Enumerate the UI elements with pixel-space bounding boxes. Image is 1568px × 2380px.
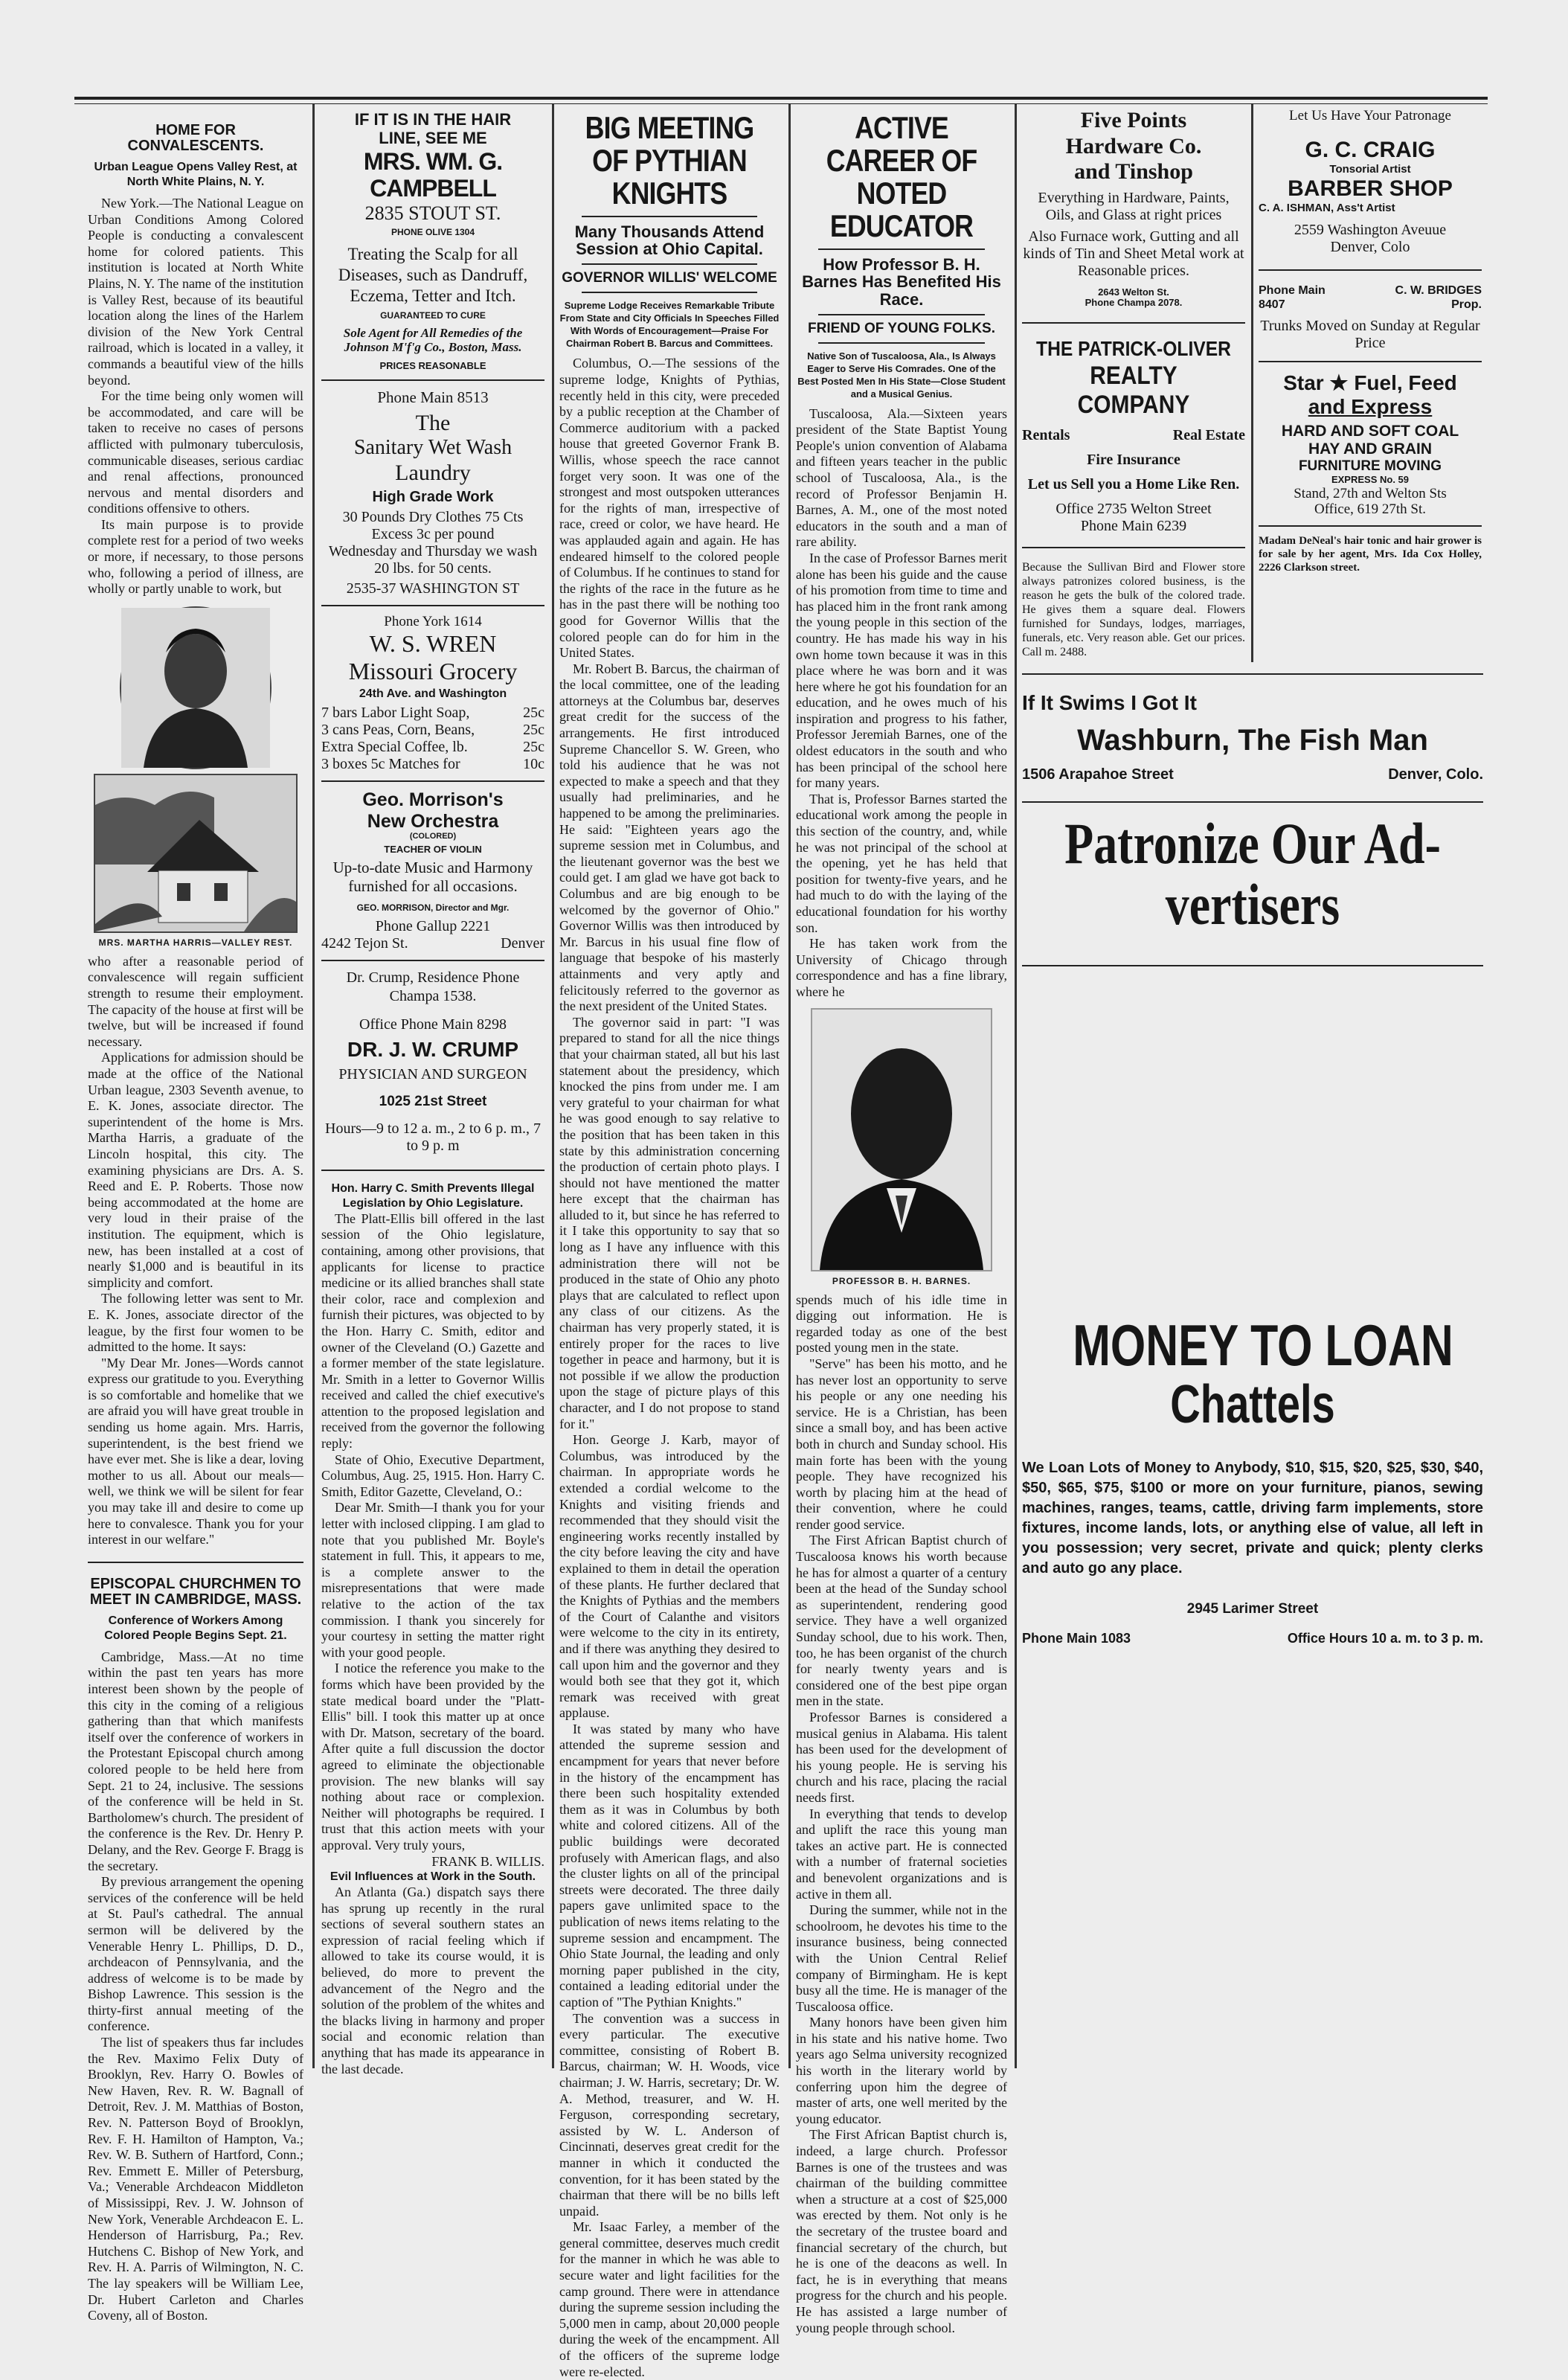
ad-laundry	[321, 388, 544, 597]
ad-rentals: Rentals	[1022, 426, 1070, 443]
price-row	[321, 722, 544, 739]
paragraph: Its main purpose is to provide complete rest for a period of two weeks or more, if necessary, to those persons who, following a period of illness, are wholly or partly unable to work, but	[88, 516, 303, 597]
notice-sullivan-flower: Because the Sullivan Bird and Flower store always patronizes colored business, is the reason he gets the bulk of the colored trade. He gives them a square deal. Flowers furnished for Sundays, lodges, marriages, funerals, etc. Very reason able. Get our prices. Call m. 2488.	[1022, 560, 1245, 658]
ad-text: Everything in Hardware, Paints, Oils, and Glass at right prices	[1038, 189, 1230, 223]
subhead-episcopal: Conference of Workers Among Colored People Begins Sept. 21.	[104, 1614, 287, 1642]
ad-address: 1506 Arapahoe Street	[1022, 766, 1174, 783]
ad-real-estate: Real Estate	[1172, 426, 1245, 443]
ad-line: Let Us Have Your Patronage	[1289, 108, 1451, 124]
paragraph: The convention was a success in every particular. The executive committee, consisting of Robert B. Barcus, chairman; W. H. Woods, vice chairman; J. W. Harris, secretary; Dr. W. A. Method, treasurer, and W. H. Ferguson, corresponding secretary, assisted by W. L. Anderson of Cincinnati, deserves great credit for the manner in which it conducted the convention, for it has been stated by the chairman that there will be no bills left unpaid.	[559, 2010, 780, 2219]
paragraph: Applications for admission should be made at the office of the National Urban league, 2303 Seventh avenue, to E. K. Jones, associate director. The superintendent of the home is Mrs. Martha Harris, a graduate of the Lincoln hospital, this city. The examining physicians are Drs. A. S. Reed and E. P. Roberts. Those now being accommodated at the home are very loud in their praise of the institution. The equipment, which is new, has been installed at a cost of nearly $1,000 and is beautiful in its simplicity and comfort.	[88, 1050, 303, 1290]
separator	[1259, 525, 1482, 527]
ad-line: IF IT IS IN THE HAIR	[354, 110, 512, 129]
ad-name: C. W. BRIDGES	[1395, 284, 1482, 298]
separator	[1022, 801, 1483, 803]
paragraph: Mr. Robert B. Barcus, the chairman of the local committee, one of the leading attorneys at the Columbus bar, deserves great credit for the success of the arrangements. He first introduced Supreme Chancellor S. W. Green, who told his audience that he was not expected to make a speech and that they usually had preliminaries, and he happened to be among the preliminaries. He said: "Eighteen years ago the supreme session met in Columbus, and the lieutenant governor was the best we could get. I am glad we have got back to Columbus and are big enough to be welcomed by the governor of Ohio." Governor Willis was then introduced by Mr. Barcus in his usual fine flow of language that bespoke of his masterly attainments and very aptly and felicitously referred to the governor as the next president of the United States.	[559, 661, 780, 1014]
ad-line: and Tinshop	[1074, 159, 1193, 184]
portrait-b-h-barnes	[811, 1008, 992, 1271]
separator	[1259, 361, 1482, 362]
separator	[321, 605, 544, 606]
realty-row	[1022, 427, 1245, 444]
column-3	[559, 110, 780, 2379]
ad-address: 1025 21st Street	[379, 1093, 487, 1109]
ad-line: High Grade Work	[372, 489, 494, 506]
ad-agent: Sole Agent for All Remedies of the Johnson M'f'g Co., Boston, Mass.	[343, 325, 523, 355]
ad-hardware	[1022, 108, 1245, 309]
separator	[818, 248, 985, 250]
ad-line: Stand, 27th and Welton Sts	[1294, 485, 1447, 501]
article-convalescents-cont	[88, 954, 303, 1548]
ad-name: MRS. WM. G. CAMPBELL	[363, 147, 503, 202]
paragraph: "Serve" has been his motto, and he has never lost an opportunity to serve his people or any one needing his service. He is a Christian, has been since a small boy, and has been active both in church and Sunday school. His main forte has been with the young people. They have recognized his worth by placing him at the head of their convention, where he could render good service.	[796, 1356, 1007, 1532]
ad-text: Also Furnace work, Gutting and all kinds of Tin and Sheet Metal work at Reasonable prices.	[1023, 228, 1244, 279]
paragraph: Mr. Isaac Farley, a member of the general committee, deserves much credit for the manner in which he was able to secure water and light facilities for the camp ground. There were in attendance during the supreme session including the 5,000 men in camp, about 20,000 people during the week of the encampment. All of the officers of the supreme lodge were re-elected.	[559, 2219, 780, 2379]
paragraph: who after a reasonable period of convalescence will regain sufficient strength to resume their employment. The capacity of the house at first will be twelve, but will be increased if found necessary.	[88, 953, 303, 1049]
ad-office: Office 2735 Welton Street	[1055, 500, 1212, 517]
separator	[818, 314, 985, 315]
price-item: 7 bars Labor Light Soap,	[321, 704, 470, 721]
subhead-convalescents: Urban League Opens Valley Rest, at North White Plains, N. Y.	[94, 161, 298, 188]
ad-text: Wednesday and Thursday we wash 20 lbs. for 50 cents.	[328, 543, 538, 577]
ad-insurance: Fire Insurance	[1087, 451, 1180, 468]
ad-patronize	[1022, 813, 1483, 935]
paragraph: New York.—The National League on Urban Conditions Among Colored People is conducting a convalescent home for colored patients. This institution is located at North White Plains, N. Y. The name of the institution is Valley Rest, because of its beautiful location along the lines of the Harlem division of the New York Central railroad, which is located in a valley, it commands a beautiful view of the hills beyond.	[88, 196, 303, 388]
paragraph: He has taken work from the University of Chicago through correspondence and has a fine library, where he	[796, 936, 1007, 999]
separator	[818, 342, 985, 344]
column-1	[88, 122, 303, 2323]
price-row	[321, 705, 544, 722]
ad-shop: BARBER SHOP	[1288, 176, 1453, 201]
ad-title: PHYSICIAN AND SURGEON	[338, 1065, 527, 1082]
blank-space	[1022, 966, 1483, 1316]
notice-deneal: Madam DeNeal's hair tonic and hair grower is for sale by her agent, Mrs. Ida Cox Holley, 2226 Clarkson street.	[1259, 535, 1482, 574]
column-rule-5	[1251, 104, 1253, 662]
separator	[321, 379, 544, 381]
photo-caption-barnes: PROFESSOR B. H. BARNES.	[832, 1275, 971, 1286]
ad-city: Denver	[501, 934, 544, 952]
ad-hours: Hours—9 to 12 a. m., 2 to 6 p. m., 7 to 9 p. m	[325, 1120, 541, 1154]
ad-text: 30 Pounds Dry Clothes 75 Cts	[342, 509, 524, 526]
ad-city: Denver, Colo	[1330, 239, 1410, 256]
ad-band: New Orchestra	[367, 810, 499, 832]
column-rule-1	[312, 104, 315, 2068]
ad-assistant: C. A. ISHMAN, Ass't Artist	[1259, 202, 1395, 215]
signature: FRANK B. WILLIS.	[431, 1853, 544, 1869]
ad-phone: Dr. Crump, Residence Phone Champa 1538.	[346, 969, 520, 1004]
separator	[321, 960, 544, 961]
price-item: 3 boxes 5c Matches for	[321, 755, 460, 772]
column-rule-2	[552, 104, 554, 2068]
paragraph: The First African Baptist church is, indeed, a large church. Professor Barnes is one of the trustees and was chairman of the building committee when a structure at a cost of $25,000 was erected by them. Not only is he the secretary of the trustee board and financial secretary of the church, but he is one of the deacons as well. In fact, he is in everything that means progress for the church and his people. He has assisted a large number of young people through school.	[796, 2127, 1007, 2335]
paragraph: Dear Mr. Smith—I thank you for your letter with inclosed clipping. I am glad to note that you published Mr. Boyle's statement in full. This, it appears to me, is a complete answer to the misrepresentations that were made relative to the action of the tax commission. I thank you sincerely for your courtesy in setting the matter right with your good people.	[321, 1500, 544, 1660]
deck-pythian: Many Thousands Attend Session at Ohio Capital.	[574, 222, 765, 259]
paragraph: spends much of his idle time in digging out information. He is regarded today as one of the best posted young men in the state.	[796, 1292, 1007, 1356]
ad-name: Sanitary Wet Wash	[353, 436, 513, 460]
headline-pythian: BIG MEETING OF PYTHIAN KNIGHTS	[585, 110, 754, 211]
ad-line: Star ★ Fuel, Feed	[1283, 371, 1457, 395]
ad-title: Tonsorial Artist	[1329, 163, 1411, 176]
column-rule-3	[788, 104, 791, 2068]
ad-prices: PRICES REASONABLE	[379, 359, 486, 371]
paragraph: Columbus, O.—The sessions of the supreme lodge, Knights of Pythias, recently held in this city, were preceded by a public reception at the Chamber of Commerce auditorium with a packed house that greeted Governor Frank B. Willis, whose speech the race cannot forget very soon. It was one of the strongest and most outspoken utterances for the rights of man, irrespective of race, creed or color, we have heard. He was applauded again and again. He has endeared himself to the colored people of Columbus. If he continues to stand for the rights of the race in the future as he has in the past there will be nothing too good for Governor Willis that the colored people can do for him in the United States.	[559, 356, 780, 661]
paragraph: The list of speakers thus far includes the Rev. Maximo Felix Duty of Brooklyn, Rev. Harry O. Bowles of New Haven, Rev. R. W. Bagnall of Detroit, Rev. J. M. Matthias of Boston, Rev. N. Patterson Boyd of Brooklyn, Rev. F. H. Hamilton of Hampton, Va.; Rev. W. B. Suthern of Hartford, Conn.; Rev. Emmett E. Miller of Petersburg, Va.; Venerable Archdeacon Middleton of Mississippi, Rev. J. W. Johnson of New York, Venerable Archdeacon E. L. Henderson of Harrisburg, Pa.; Rev. Hutchens C. Bishop of New York, and Rev. H. A. Parris of Wilmington, N. C. The lay speakers will be William Lee, Dr. Hubert Carleton and Charles Coveny, all of Boston.	[88, 2035, 303, 2323]
address-row	[321, 935, 544, 952]
column-6	[1259, 108, 1482, 666]
ad-address: 2535-37 WASHINGTON ST	[346, 580, 520, 597]
ad-line: EXPRESS No. 59	[1331, 473, 1410, 485]
paragraph: Professor Barnes is considered a musical genius in Alabama. His talent has been used for the development of his young people. He is serving his church and his race, placing the racial needs first.	[796, 1710, 1007, 1805]
ad-small: TEACHER OF VIOLIN	[384, 844, 482, 855]
ad-phone-number: 8407	[1259, 298, 1285, 311]
ad-phone: PHONE OLIVE 1304	[391, 227, 475, 238]
ad-director: GEO. MORRISON, Director and Mgr.	[356, 902, 510, 913]
portrait-figure	[812, 1010, 991, 1270]
paragraph: It was stated by many who have attended the supreme session and encampment for years that never before in the history of the encampment has there been such hospitality extended them as it was in Columbus by both white and colored citizens. All of the public buildings were decorated profusely with American flags, and also the cluster lights on all of the principal streets were decorated. The three daily papers gave unlimited space to the publication of news items relating to the supreme session and encampment. The Ohio State Journal, the leading and only morning paper published in the city, contained a leading editorial under the caption of "The Pythian Knights."	[559, 1721, 780, 2009]
wide-ad-area	[1022, 673, 1483, 2065]
ad-address: 2945 Larimer Street	[1186, 1600, 1319, 1617]
house-photo	[95, 775, 296, 931]
paragraph: The following letter was sent to Mr. E. K. Jones, associate director of the league, by the first four women to be admitted to the home. It says:	[88, 1291, 303, 1355]
ad-line: Hardware Co.	[1065, 133, 1202, 158]
ad-phone: Phone York 1614	[384, 614, 482, 630]
paragraph: The governor said in part: "I was prepared to stand for all the nice things that your chairman stated, all but his last statement about the presidency, which knocked the pins from under me. I am very grateful to your chairman for what he was good enough to say relative to the position that has been taken in this state by this administration concerning the production of certain photo plays. I should not have mentioned the matter here except that the chairman has alluded to it, but since he has referred to it I take this opportunity to say that so long as I have any influence with this administration there will not be produced in the state of Ohio any photo plays that are calculated to reflect upon any class of our citizens. As the chairman has very properly stated, it is entirely proper for the races to live together in peace and harmony, but it is not possible if we allow the production upon the stage of picture plays of this character, and I do not propose to stand for it."	[559, 1014, 780, 1431]
ad-campbell	[321, 110, 544, 372]
ad-name: DR. J. W. CRUMP	[347, 1037, 519, 1061]
separator	[582, 292, 757, 293]
ad-city: Denver, Colo.	[1388, 766, 1483, 783]
paragraph: By previous arrangement the opening services of the conference will be held at St. Paul's cathedral. The annual sermon will be delivered by the Venerable Henry L. Phillips, D. D., archdeacon of Pennsylvania, and the address of welcome is to be made by Bishop Lawrence. This session is the thirty-first annual meeting of the conference.	[88, 1874, 303, 2034]
ad-phone: Phone Main	[1259, 284, 1326, 298]
ad-line: HARD AND SOFT COAL	[1281, 422, 1459, 440]
separator	[88, 1562, 303, 1563]
ad-phone: Phone Champa 2078.	[1085, 297, 1183, 309]
ad-fish	[1022, 691, 1483, 783]
ad-line: FURNITURE MOVING	[1298, 458, 1442, 474]
headline-convalescents: HOME FOR CONVALESCENTS.	[127, 122, 264, 154]
separator	[321, 1170, 544, 1171]
ad-phone: Phone Main 6239	[1080, 517, 1187, 534]
fish-row	[1022, 766, 1483, 783]
article-educator-cont	[796, 1292, 1007, 2337]
price-item: 3 cans Peas, Corn, Beans,	[321, 721, 475, 738]
price-value: 25c	[523, 738, 544, 755]
ad-name: Washburn, The Fish Man	[1077, 724, 1428, 757]
ad-name: G. C. CRAIG	[1305, 137, 1436, 162]
deck-native-son: Native Son of Tuscaloosa, Ala., Is Always Eager to Serve His Comrades. One of the Best Posted Men In His State—Close Student and a Musical Genius.	[797, 350, 1006, 400]
headline-episcopal: EPISCOPAL CHURCHMEN TO MEET IN CAMBRIDGE, MASS.	[89, 1575, 302, 1608]
column-2	[321, 110, 544, 2076]
article-educator	[796, 406, 1007, 1001]
price-row	[321, 739, 544, 756]
loan-row	[1022, 1631, 1483, 1646]
ad-money-to-loan	[1022, 1312, 1483, 1646]
column-4	[796, 110, 1007, 2335]
article-pythian	[559, 356, 780, 2380]
ad-guarantee: GUARANTEED TO CURE	[380, 309, 486, 321]
separator	[321, 780, 544, 782]
paragraph: In everything that tends to develop and uplift the race this young man takes an active part. He is connected with a number of fraternal societies and benevolent organizations and is active in them all.	[796, 1806, 1007, 1902]
paragraph: Hon. George J. Karb, mayor of Columbus, was introduced by the chairman. In appropriate words he extended a cordial welcome to the Knights and visiting friends and recommended that they should visit the engineering works recently installed by the city before leaving the city and have explained to them in detail the operation of these plants. He further declared that the Knights of Pythias and the members of the Court of Calanthe and visitors were welcome to the city in its entirety, and if there was anything they desired to call upon him and the governor and they would both see that they got it, which remark was received with great applause.	[559, 1432, 780, 1721]
separator	[1259, 269, 1482, 271]
paragraph: Many honors have been given him in his state and his native home. Two years ago Selma university recognized his worth in the literary world by conferring upon him the degree of master of arts, one well merited by the young educator.	[796, 2015, 1007, 2126]
paragraph: "My Dear Mr. Jones—Words cannot express our gratitude to you. Everything is so comfortable and homelike that we are afraid you will have great trouble in sending us home again. Mrs. Harris, superintendent, is the best friend we have ever met. She is like a dear, loving mother to us all. About our meals—well, we think we will be silent for fear you may take ill and desire to come up here to convalesce. Thank you for your interest in our welfare."	[88, 1355, 303, 1547]
separator	[1022, 322, 1245, 324]
top-rule-thin	[74, 103, 1488, 104]
article-episcopal	[88, 1649, 303, 2324]
price-value: 10c	[523, 755, 544, 772]
article-convalescents	[88, 196, 303, 597]
ad-phone: Phone Main 1083	[1022, 1630, 1131, 1646]
ad-bridges	[1259, 284, 1482, 352]
ad-text: We Loan Lots of Money to Anybody, $10, $15, $20, $25, $30, $40, $50, $65, $75, $100 or more on your furniture, pianos, sewing machines, ranges, teams, cattle, driving farm implements, store fixtures, income lands, lots, or anything else of value, all left in you possession; very secret, private and quick; plenty clerks and auto go any place.	[1022, 1459, 1483, 1576]
top-rule	[74, 97, 1488, 100]
ad-star-fuel	[1259, 371, 1482, 518]
deck-barnes: How Professor B. H. Barnes Has Benefited His Race.	[802, 255, 1001, 309]
ad-address: 2643 Welton St.	[1098, 286, 1169, 298]
photo-caption-harris: MRS. MARTHA HARRIS—VALLEY REST.	[98, 937, 293, 948]
bridges-row	[1259, 284, 1482, 298]
ad-name: Geo. Morrison's	[362, 789, 504, 810]
ad-orchestra	[321, 789, 544, 952]
headline-evil-influences: Evil Influences at Work in the South.	[330, 1870, 536, 1884]
ad-text: Excess 3c per pound	[371, 526, 495, 543]
paragraph: The First African Baptist church of Tuscaloosa knows his worth because he has for almost a quarter of a century been at the head of the Sunday school as superintendent, rendering good service. They have a well organized Sunday school, due to his work. Then, too, he has been organist of the church for nearly twenty years and is considered one of the best pipe organ men in the state.	[796, 1533, 1007, 1709]
deck-supreme-lodge: Supreme Lodge Receives Remarkable Tribute From State and City Officials In Speeches Filled With Words of Encouragement—Praise For Chairman Robert B. Barcus and Committees.	[559, 300, 780, 350]
paragraph: Tuscaloosa, Ala.—Sixteen years president of the State Baptist Young People's union convention of Alabama and fifteen years teacher in the public school of Tuscaloosa, Ala., is the record of Professor Benjamin H. Barnes, A. M., one of the most noted educators in the south and a man of rare ability.	[796, 405, 1007, 550]
ad-line: and Express	[1308, 395, 1433, 419]
ad-line: Office, 619 27th St.	[1314, 501, 1427, 518]
ad-address: 24th Ave. and Washington	[359, 687, 507, 701]
paragraph: During the summer, while not in the schoolroom, he devotes his time to the insurance business, being connected with the Union Central Relief company of Birmingham. He is kept busy all the time. He is manager of the Tuscaloosa office.	[796, 1902, 1007, 2014]
ad-text: Treating the Scalp for all Diseases, such as Dandruff, Eczema, Tetter and Itch.	[338, 244, 528, 305]
ad-name: W. S. WREN	[369, 629, 497, 657]
price-value: 25c	[523, 721, 544, 738]
deck-governor: GOVERNOR WILLIS' WELCOME	[562, 270, 777, 286]
portrait-martha-harris	[120, 606, 271, 769]
price-item: Extra Special Coffee, lb.	[321, 738, 468, 755]
ad-phone: Office Phone Main 8298	[359, 1016, 507, 1033]
separator	[582, 263, 757, 265]
ad-text: Let us Sell you a Home Like Ren.	[1027, 475, 1240, 493]
ad-line: REALTY COMPANY	[1077, 361, 1190, 419]
portrait-figure	[121, 608, 270, 768]
photo-valley-rest-house	[94, 774, 298, 933]
paragraph: An Atlanta (Ga.) dispatch says there has sprung up recently in the rural sections of several southern states an expression of racial feeling which if allowed to take its course would, it is believed, do more to prevent the advancement of the Negro and the solution of the problem of the whites and the blacks living in harmony and proper social and economic relation than anything that has made its appearance in the last decade.	[321, 1885, 544, 2076]
ad-line: LINE, SEE ME	[379, 129, 487, 148]
column-5	[1022, 108, 1245, 666]
ad-line: The	[415, 410, 451, 435]
paragraph: That is, Professor Barnes started the educational work among the people in this section of the country, and, while he was not principal of the school at the opening, yet he has held that position for twenty-five years, and he had much to do with the laying of the educational foundation for his worthy son.	[796, 791, 1007, 935]
ad-address: 2835 STOUT ST.	[364, 202, 501, 225]
paragraph: In the case of Professor Barnes merit alone has been his guide and the cause of his promotion from time to time and has placed him in the front rank among the young people in this section of the country. He has made his way in his own home town because it was in this place where he was born and it was here where he got his foundation for an education, and he owes much of his inspiration and progress to his father, Professor Jeremiah Barnes, one of the oldest educators in the south and who has been principal of the school here for many years.	[796, 550, 1007, 791]
ad-line: THE PATRICK-OLIVER	[1036, 337, 1231, 361]
ad-address: 4242 Tejon St.	[321, 934, 408, 952]
ad-headline: MONEY TO LOAN	[1073, 1312, 1453, 1378]
ad-prop: Prop.	[1451, 298, 1482, 311]
ad-small: (COLORED)	[409, 832, 457, 841]
ad-text: Up-to-date Music and Harmony furnished for all occasions.	[332, 858, 533, 895]
ad-hours: Office Hours 10 a. m. to 3 p. m.	[1287, 1630, 1483, 1646]
bridges-row	[1259, 298, 1482, 312]
paragraph: State of Ohio, Executive Department, Columbus, Aug. 25, 1915. Hon. Harry C. Smith, Editor Gazette, Cleveland, O.:	[321, 1452, 544, 1499]
ad-address: 2559 Washington Aveuue	[1294, 222, 1447, 239]
ad-phone: Phone Main 8513	[377, 388, 489, 406]
deck-young-folks: FRIEND OF YOUNG FOLKS.	[808, 320, 995, 336]
price-row	[321, 756, 544, 773]
paragraph: Cambridge, Mass.—At no time within the past ten years has more interest been shown by the people of this city in the coming of a religious gathering than that which manifests itself over the conference of workers in the Protestant Episcopal church among colored people to be held here from Sept. 21 to 24, inclusive. The sessions of the conference will be held in St. Bartholomew's church. The president of the conference is the Rev. Dr. Henry P. Delany, and the Rev. George F. Bragg is the secretary.	[88, 1649, 303, 1873]
wide-top-rule	[1022, 673, 1483, 675]
ad-crump	[321, 969, 544, 1155]
separator	[582, 216, 757, 217]
ad-text: Trunks Moved on Sunday at Regular Price	[1260, 318, 1480, 352]
ad-line: Laundry	[395, 460, 471, 485]
ad-line: If It Swims I Got It	[1022, 691, 1197, 714]
ad-realty	[1022, 337, 1245, 534]
ad-line: Patronize Our Ad-	[1064, 811, 1441, 876]
ad-line: Five Points	[1080, 108, 1187, 132]
ad-store: Missouri Grocery	[348, 657, 518, 684]
paragraph: I notice the reference you make to the forms which have been provided by the state medical board under the "Platt-Ellis" bill. I took this matter up at once with Dr. Matson, secretary of the board. After quite a full discussion the doctor agreed to eliminate the objectionable provision. The new blanks will say nothing about race or complexion. Neither will photographs be required. I trust that this action meets with your approval. Very truly yours,	[321, 1661, 544, 1853]
ad-grocery	[321, 614, 544, 773]
ad-headline-chattels: Chattels	[1170, 1374, 1335, 1434]
ad-line: vertisers	[1165, 871, 1340, 937]
column-rule-4	[1015, 104, 1017, 2068]
paragraph: The Platt-Ellis bill offered in the last session of the Ohio legislature, containing, among other provisions, that applicants for license to practice medicine or its allied branches shall state their color, race and complexion and furnish their pictures, was objected to by the Hon. Harry C. Smith, editor and owner of the Cleveland (O.) Gazette and a former member of the state legislature. Mr. Smith in a letter to Governor Willis received and called the chief executive's attention to the proposed legislation and received from the governor the following reply:	[321, 1210, 544, 1452]
headline-educator: ACTIVE CAREER OF NOTED EDUCATOR	[826, 110, 977, 244]
article-legislation	[321, 1181, 544, 2077]
paragraph: For the time being only women will be accommodated, and care will be taken to receive no cases of persons afflicted with pulmonary tuberculosis, communicable diseases, serious cardiac and renal affections, pronounced nervous and mental disorders and conditions offensive to others.	[88, 388, 303, 516]
ad-line: HAY AND GRAIN	[1308, 440, 1433, 458]
price-value: 25c	[523, 704, 544, 721]
separator	[1022, 547, 1245, 548]
ad-craig	[1259, 108, 1482, 256]
ad-phone: Phone Gallup 2221	[375, 917, 491, 934]
headline-legislation: Hon. Harry C. Smith Prevents Illegal Legislation by Ohio Legislature.	[331, 1181, 535, 1210]
